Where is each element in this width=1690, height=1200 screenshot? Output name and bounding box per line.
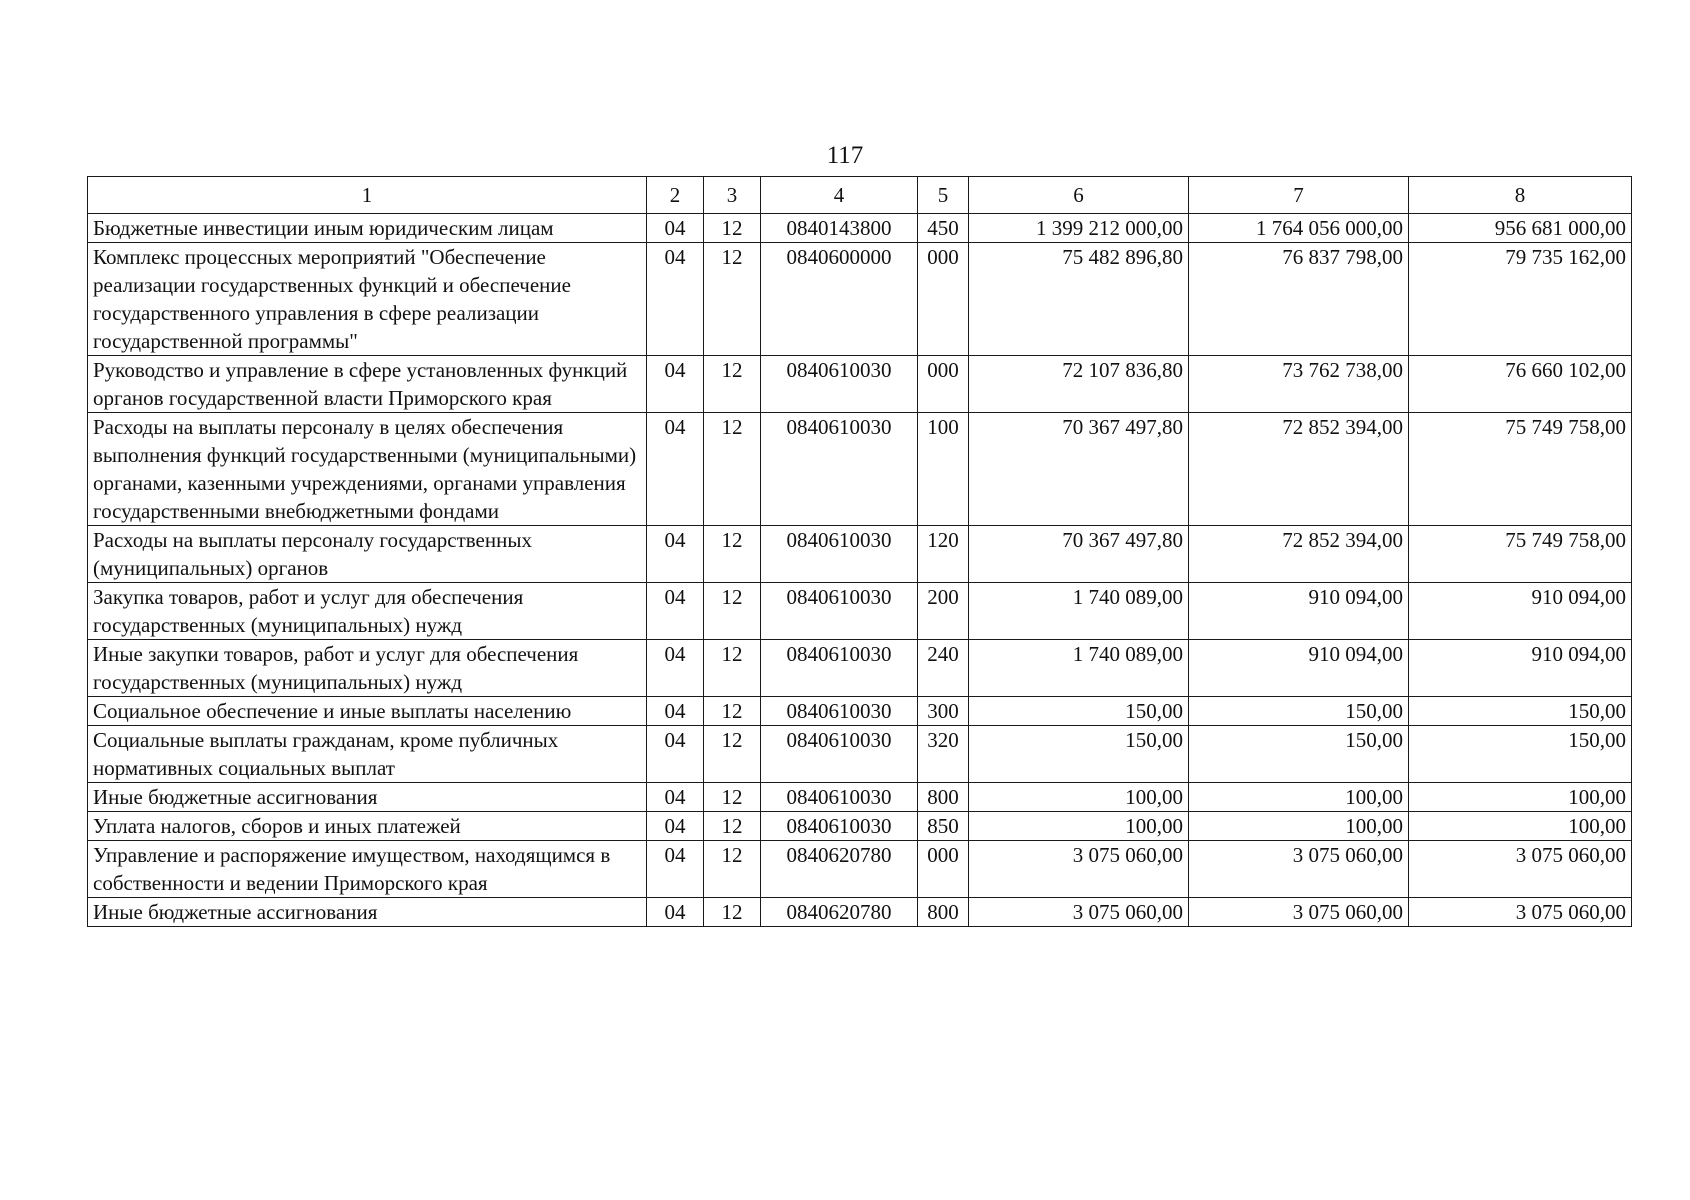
expense-type-code: 300 — [918, 697, 969, 726]
expense-type-code: 200 — [918, 583, 969, 640]
subsection-code: 12 — [704, 812, 761, 841]
budget-table — [87, 176, 1632, 927]
table-row — [88, 243, 1632, 356]
subsection-code: 12 — [704, 526, 761, 583]
table-row — [88, 783, 1632, 812]
target-article-code: 0840620780 — [761, 841, 918, 898]
table-row — [88, 413, 1632, 526]
amount-col-7: 72 852 394,00 — [1189, 413, 1409, 526]
section-code: 04 — [647, 898, 704, 927]
table-row — [88, 812, 1632, 841]
section-code: 04 — [647, 841, 704, 898]
row-name: Расходы на выплаты персоналу государственных (муниципальных) органов — [88, 526, 647, 583]
section-code: 04 — [647, 526, 704, 583]
amount-col-7: 910 094,00 — [1189, 640, 1409, 697]
amount-col-6: 1 399 212 000,00 — [969, 214, 1189, 243]
amount-col-6: 100,00 — [969, 812, 1189, 841]
amount-col-7: 76 837 798,00 — [1189, 243, 1409, 356]
amount-col-8: 910 094,00 — [1409, 640, 1632, 697]
subsection-code: 12 — [704, 243, 761, 356]
table-row — [88, 526, 1632, 583]
target-article-code: 0840610030 — [761, 812, 918, 841]
amount-col-6: 150,00 — [969, 697, 1189, 726]
subsection-code: 12 — [704, 783, 761, 812]
header-cell: 2 — [647, 177, 704, 214]
table-row — [88, 356, 1632, 413]
section-code: 04 — [647, 356, 704, 413]
expense-type-code: 320 — [918, 726, 969, 783]
target-article-code: 0840610030 — [761, 526, 918, 583]
amount-col-8: 100,00 — [1409, 812, 1632, 841]
section-code: 04 — [647, 783, 704, 812]
amount-col-6: 1 740 089,00 — [969, 640, 1189, 697]
header-cell: 4 — [761, 177, 918, 214]
subsection-code: 12 — [704, 583, 761, 640]
header-cell: 7 — [1189, 177, 1409, 214]
target-article-code: 0840610030 — [761, 697, 918, 726]
target-article-code: 0840610030 — [761, 783, 918, 812]
amount-col-7: 3 075 060,00 — [1189, 898, 1409, 927]
amount-col-6: 72 107 836,80 — [969, 356, 1189, 413]
row-name: Социальные выплаты гражданам, кроме публичных нормативных социальных выплат — [88, 726, 647, 783]
subsection-code: 12 — [704, 214, 761, 243]
amount-col-6: 3 075 060,00 — [969, 898, 1189, 927]
target-article-code: 0840610030 — [761, 413, 918, 526]
row-name: Руководство и управление в сфере установленных функций органов государственной власти Приморского края — [88, 356, 647, 413]
expense-type-code: 240 — [918, 640, 969, 697]
row-name: Иные бюджетные ассигнования — [88, 898, 647, 927]
row-name: Закупка товаров, работ и услуг для обеспечения государственных (муниципальных) нужд — [88, 583, 647, 640]
row-name: Иные бюджетные ассигнования — [88, 783, 647, 812]
section-code: 04 — [647, 214, 704, 243]
amount-col-6: 100,00 — [969, 783, 1189, 812]
amount-col-7: 3 075 060,00 — [1189, 841, 1409, 898]
expense-type-code: 100 — [918, 413, 969, 526]
expense-type-code: 850 — [918, 812, 969, 841]
amount-col-7: 150,00 — [1189, 697, 1409, 726]
table-row — [88, 640, 1632, 697]
expense-type-code: 800 — [918, 783, 969, 812]
amount-col-7: 1 764 056 000,00 — [1189, 214, 1409, 243]
target-article-code: 0840620780 — [761, 898, 918, 927]
expense-type-code: 000 — [918, 841, 969, 898]
row-name: Управление и распоряжение имуществом, находящимся в собственности и ведении Приморского края — [88, 841, 647, 898]
amount-col-7: 73 762 738,00 — [1189, 356, 1409, 413]
amount-col-7: 910 094,00 — [1189, 583, 1409, 640]
target-article-code: 0840143800 — [761, 214, 918, 243]
amount-col-8: 3 075 060,00 — [1409, 898, 1632, 927]
target-article-code: 0840610030 — [761, 583, 918, 640]
table-row — [88, 898, 1632, 927]
amount-col-6: 70 367 497,80 — [969, 413, 1189, 526]
expense-type-code: 120 — [918, 526, 969, 583]
subsection-code: 12 — [704, 841, 761, 898]
subsection-code: 12 — [704, 726, 761, 783]
amount-col-6: 3 075 060,00 — [969, 841, 1189, 898]
table-row — [88, 697, 1632, 726]
table-row — [88, 726, 1632, 783]
row-name: Социальное обеспечение и иные выплаты населению — [88, 697, 647, 726]
header-row — [88, 177, 1632, 214]
page-number: 117 — [826, 142, 864, 169]
amount-col-8: 910 094,00 — [1409, 583, 1632, 640]
section-code: 04 — [647, 413, 704, 526]
target-article-code: 0840610030 — [761, 356, 918, 413]
table-row — [88, 841, 1632, 898]
row-name: Расходы на выплаты персоналу в целях обеспечения выполнения функций государственными (муниципальными) органами, казенными учреждениями, органами управления государственными внебюджетными фондами — [88, 413, 647, 526]
table-row — [88, 583, 1632, 640]
section-code: 04 — [647, 697, 704, 726]
row-name: Комплекс процессных мероприятий "Обеспечение реализации государственных функций и обеспечение государственного управления в сфере реализации государственной программы" — [88, 243, 647, 356]
subsection-code: 12 — [704, 898, 761, 927]
amount-col-7: 100,00 — [1189, 812, 1409, 841]
amount-col-8: 150,00 — [1409, 726, 1632, 783]
header-cell: 6 — [969, 177, 1189, 214]
amount-col-7: 72 852 394,00 — [1189, 526, 1409, 583]
amount-col-8: 100,00 — [1409, 783, 1632, 812]
amount-col-8: 75 749 758,00 — [1409, 526, 1632, 583]
amount-col-6: 75 482 896,80 — [969, 243, 1189, 356]
target-article-code: 0840610030 — [761, 726, 918, 783]
expense-type-code: 450 — [918, 214, 969, 243]
subsection-code: 12 — [704, 356, 761, 413]
section-code: 04 — [647, 726, 704, 783]
amount-col-8: 956 681 000,00 — [1409, 214, 1632, 243]
amount-col-8: 75 749 758,00 — [1409, 413, 1632, 526]
section-code: 04 — [647, 812, 704, 841]
target-article-code: 0840610030 — [761, 640, 918, 697]
amount-col-6: 1 740 089,00 — [969, 583, 1189, 640]
amount-col-8: 79 735 162,00 — [1409, 243, 1632, 356]
amount-col-7: 150,00 — [1189, 726, 1409, 783]
amount-col-8: 3 075 060,00 — [1409, 841, 1632, 898]
subsection-code: 12 — [704, 413, 761, 526]
header-cell: 3 — [704, 177, 761, 214]
table-row — [88, 214, 1632, 243]
amount-col-7: 100,00 — [1189, 783, 1409, 812]
subsection-code: 12 — [704, 697, 761, 726]
row-name: Бюджетные инвестиции иным юридическим лицам — [88, 214, 647, 243]
amount-col-8: 150,00 — [1409, 697, 1632, 726]
section-code: 04 — [647, 583, 704, 640]
target-article-code: 0840600000 — [761, 243, 918, 356]
header-cell: 5 — [918, 177, 969, 214]
section-code: 04 — [647, 243, 704, 356]
amount-col-6: 150,00 — [969, 726, 1189, 783]
expense-type-code: 000 — [918, 356, 969, 413]
header-cell: 1 — [88, 177, 647, 214]
subsection-code: 12 — [704, 640, 761, 697]
row-name: Иные закупки товаров, работ и услуг для обеспечения государственных (муниципальных) нужд — [88, 640, 647, 697]
amount-col-8: 76 660 102,00 — [1409, 356, 1632, 413]
header-cell: 8 — [1409, 177, 1632, 214]
amount-col-6: 70 367 497,80 — [969, 526, 1189, 583]
row-name: Уплата налогов, сборов и иных платежей — [88, 812, 647, 841]
expense-type-code: 800 — [918, 898, 969, 927]
section-code: 04 — [647, 640, 704, 697]
expense-type-code: 000 — [918, 243, 969, 356]
